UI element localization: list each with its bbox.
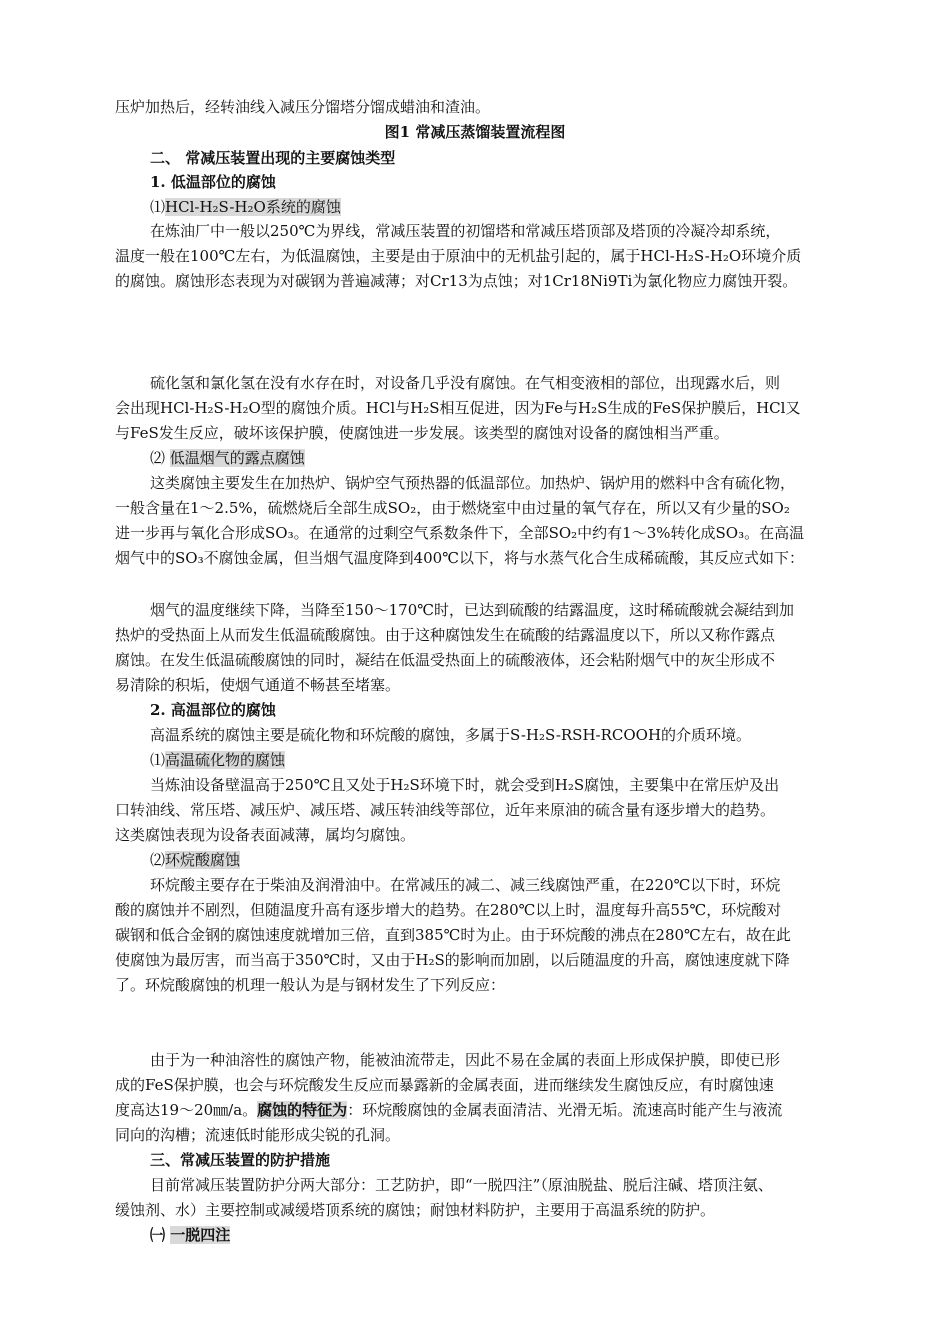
paragraph-line: 一般含量在1～2.5%，硫燃烧后全部生成SO₂，由于燃烧室中由过量的氧气存在，所以又有少量的SO₂ — [115, 499, 790, 517]
item-label: 一脱四注 — [170, 1226, 231, 1244]
paragraph-line: 进一步再与氧化合形成SO₃。在通常的过剩空气系数条件下，全部SO₂中约有1～3%转化成SO₃。在高温 — [115, 524, 805, 542]
paragraph-line: 环烷酸主要存在于柴油及润滑油中。在常减压的减二、减三线腐蚀严重，在220℃以下时，环烷 — [150, 876, 781, 894]
paragraph-line: 的腐蚀。腐蚀形态表现为对碳钢为普遍减薄；对Cr13为点蚀；对1Cr18Ni9Ti为氯化物应力腐蚀开裂。 — [115, 272, 798, 290]
subsection-1-heading: 1. 低温部位的腐蚀 — [150, 173, 276, 191]
paragraph-line: 在炼油厂中一般以250℃为界线，常减压装置的初馏塔和常减压塔顶部及塔顶的冷凝冷却系统， — [150, 222, 781, 240]
item-label: 低温烟气的露点腐蚀 — [169, 449, 305, 467]
item-label: 高温硫化物的腐蚀 — [165, 751, 286, 769]
section-2-heading: 二、 常减压装置出现的主要腐蚀类型 — [150, 149, 396, 167]
item-1-2-label-row — [150, 447, 860, 471]
paragraph-line: 高温系统的腐蚀主要是硫化物和环烷酸的腐蚀，多属于S-H₂S-RSH-RCOOH的介质环境。 — [150, 726, 752, 744]
paragraph-line: 与FeS发生反应，破坏该保护膜，使腐蚀进一步发展。该类型的腐蚀对设备的腐蚀相当严重。 — [115, 424, 729, 442]
figure-caption: 图1 常减压蒸馏装置流程图 — [384, 123, 566, 141]
paragraph-line: 这类腐蚀主要发生在加热炉、锅炉空气预热器的低温部位。加热炉、锅炉用的燃料中含有硫化物， — [150, 474, 796, 492]
item-label: HCl-H₂S-H₂O系统的腐蚀 — [165, 198, 341, 216]
paragraph-line: 温度一般在100℃左右，为低温腐蚀，主要是由于原油中的无机盐引起的，属于HCl-H₂S-H₂O环境介质 — [115, 247, 802, 265]
paragraph-line: 使腐蚀为最厉害，而当高于350℃时，又由于H₂S的影响而加剧，以后随温度的升高，腐蚀速度就下降 — [115, 951, 790, 969]
subsection-3-1-heading — [150, 1224, 860, 1248]
paragraph-line: 酸的腐蚀并不剧烈，但随温度升高有逐步增大的趋势。在280℃以上时，温度每升高55℃，环烷酸对 — [115, 901, 782, 919]
item-number: ⑴ — [150, 751, 166, 769]
paragraph-line: 腐蚀。在发生低温硫酸腐蚀的同时，凝结在低温受热面上的硫酸液体，还会粘附烟气中的灰尘形成不 — [115, 651, 776, 669]
subsection-2-heading: 2. 高温部位的腐蚀 — [150, 701, 276, 719]
intro-tail-text: 压炉加热后，经转油线入减压分馏塔分馏成蜡油和渣油。 — [115, 98, 491, 116]
item-number: ⑴ — [150, 198, 166, 216]
paragraph-line: 当炼油设备壁温高于250℃且又处于H₂S环境下时，就会受到H₂S腐蚀，主要集中在常压炉及出 — [150, 776, 780, 794]
paragraph-line: 硫化氢和氯化氢在没有水存在时，对设备几乎没有腐蚀。在气相变液相的部位，出现露水后，则 — [150, 374, 781, 392]
item-number: ⑵ — [150, 449, 166, 467]
paragraph-line: 烟气的温度继续下降，当降至150～170℃时，已达到硫酸的结露温度，这时稀硫酸就会凝结到加 — [150, 601, 795, 619]
item-2-1-label-row — [150, 749, 860, 773]
paragraph-line: 缓蚀剂、水）主要控制或减缓塔顶系统的腐蚀；耐蚀材料防护，主要用于高温系统的防护。 — [115, 1201, 716, 1219]
item-label: 环烷酸腐蚀 — [165, 851, 241, 869]
paragraph-line: 烟气中的SO₃不腐蚀金属，但当烟气温度降到400℃以下，将与水蒸气化合生成稀硫酸，其反应式如下： — [115, 549, 805, 567]
paragraph-line: 同向的沟槽；流速低时能形成尖锐的孔洞。 — [115, 1126, 401, 1144]
section-3-heading: 三、常减压装置的防护措施 — [150, 1151, 331, 1169]
text-run: ：环烷酸腐蚀的金属表面清洁、光滑无垢。流速高时能产生与液流 — [347, 1101, 783, 1119]
item-number: ㈠ — [150, 1226, 166, 1244]
emphasis-term: 腐蚀的特征为 — [257, 1101, 348, 1119]
paragraph-line: 目前常减压装置防护分两大部分：工艺防护，即“一脱四注”（原油脱盐、脱后注碱、塔顶注氨、 — [150, 1176, 773, 1194]
paragraph-line: 这类腐蚀表现为设备表面减薄，属均匀腐蚀。 — [115, 826, 416, 844]
text-run: 度高达19～20㎜/a。 — [115, 1101, 258, 1119]
paragraph-line: 由于为一种油溶性的腐蚀产物，能被油流带走，因此不易在金属的表面上形成保护膜，即使已形 — [150, 1051, 781, 1069]
paragraph-line: 了。环烷酸腐蚀的机理一般认为是与钢材发生了下列反应： — [115, 976, 506, 994]
item-number: ⑵ — [150, 851, 166, 869]
paragraph-line: 成的FeS保护膜，也会与环烷酸发生反应而暴露新的金属表面，进而继续发生腐蚀反应，有时腐蚀速 — [115, 1076, 774, 1094]
item-1-1-label-row — [150, 196, 860, 220]
paragraph-line: 易清除的积垢，使烟气通道不畅甚至堵塞。 — [115, 676, 401, 694]
paragraph-line: 口转油线、常压塔、减压炉、减压塔、减压转油线等部位，近年来原油的硫含量有逐步增大的趋势。 — [115, 801, 776, 819]
paragraph-line: 会出现HCl-H₂S-H₂O型的腐蚀介质。HCl与H₂S相互促进，因为Fe与H₂S生成的FeS保护膜后，HCl又 — [115, 399, 801, 417]
paragraph-line: 碳钢和低合金钢的腐蚀速度就增加三倍，直到385℃时为止。由于环烷酸的沸点在280℃左右，故在此 — [115, 926, 791, 944]
paragraph-line: 热炉的受热面上从而发生低温硫酸腐蚀。由于这种腐蚀发生在硫酸的结露温度以下，所以又称作露点 — [115, 626, 776, 644]
item-2-2-label-row — [150, 849, 860, 873]
paragraph-line-with-emphasis — [115, 1099, 860, 1123]
